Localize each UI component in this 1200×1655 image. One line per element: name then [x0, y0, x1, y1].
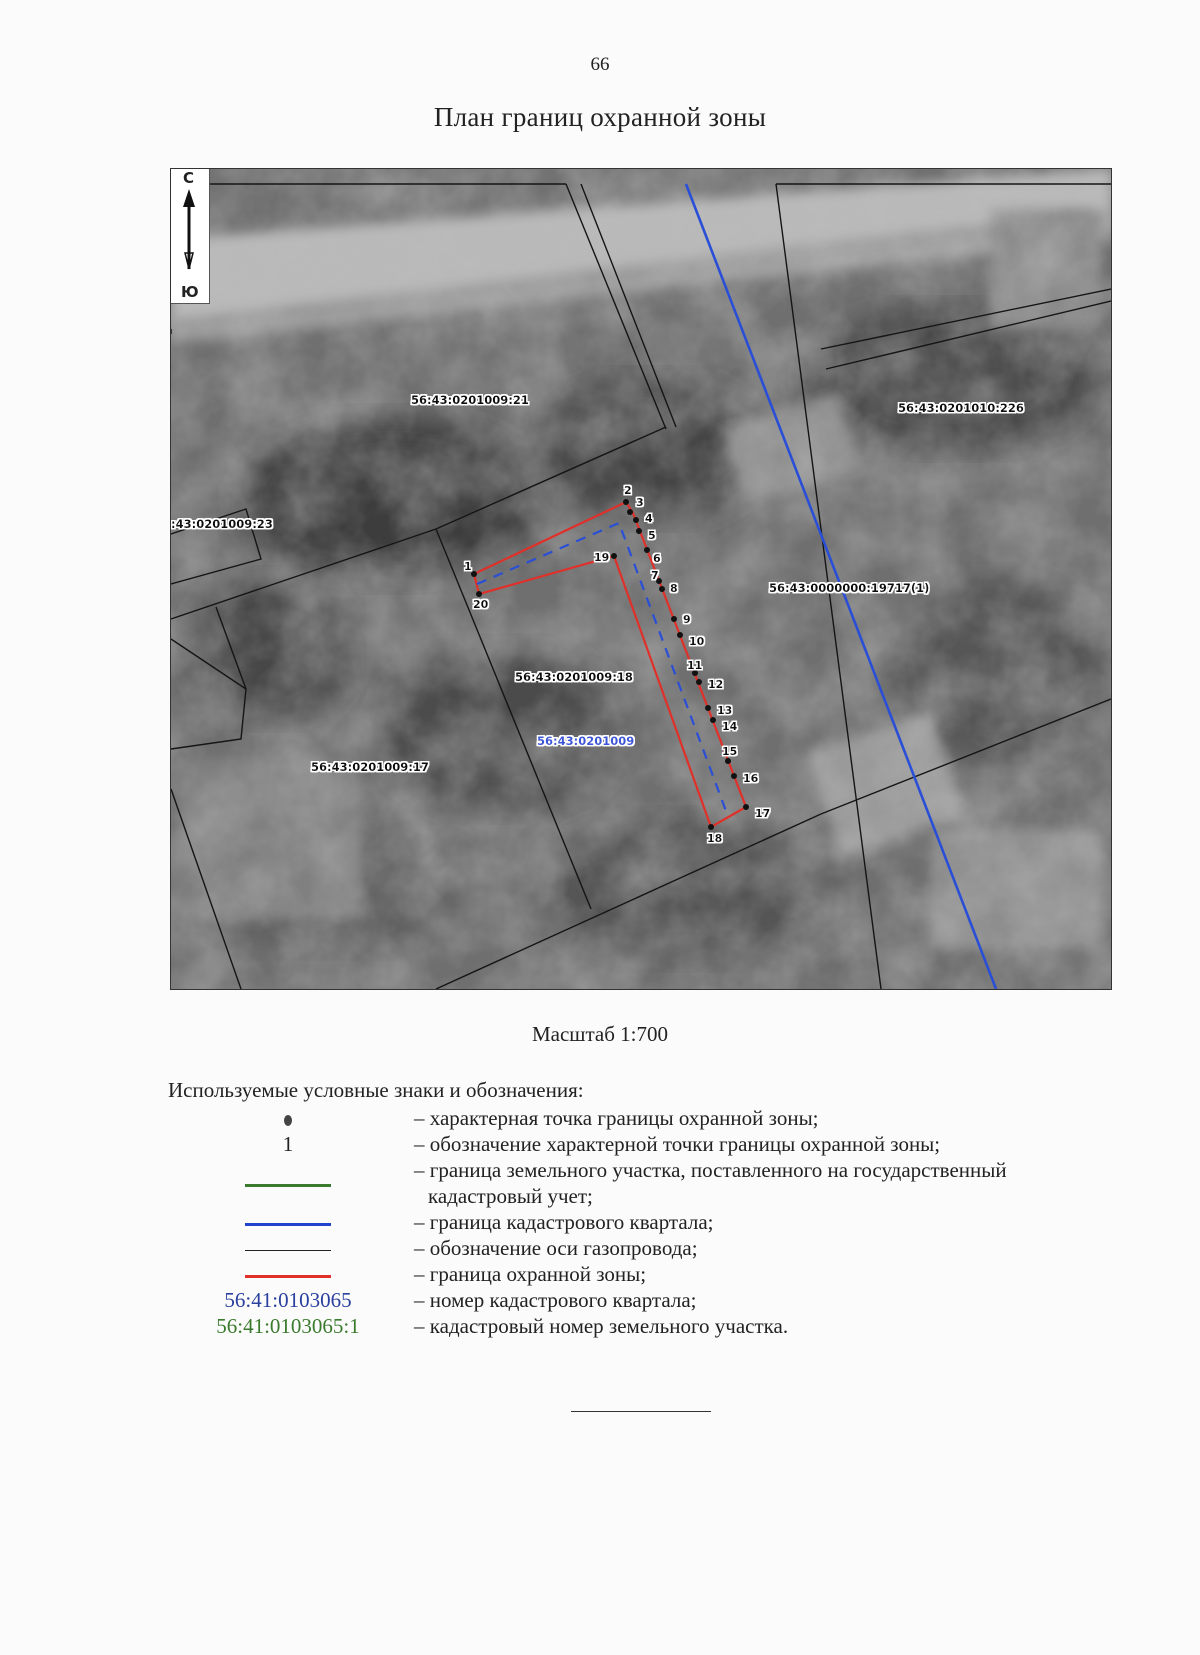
zone-point-4	[633, 517, 639, 523]
zone-point-8	[659, 586, 665, 592]
quarter-label: 56:43:0201009	[537, 734, 635, 748]
red-line-icon	[245, 1275, 331, 1278]
zone-point-label-15: 15	[722, 745, 738, 758]
zone-point-label-5: 5	[648, 529, 656, 542]
zone-point-3	[627, 509, 633, 515]
page-number: 66	[590, 54, 610, 75]
parcel-label-21: 56:43:0201009:21	[411, 393, 529, 407]
legend-item-quarter-boundary: – граница кадастрового квартала;	[168, 1210, 1128, 1236]
zone-point-label-14: 14	[722, 720, 738, 733]
zone-point-20	[476, 591, 482, 597]
zone-point-6	[644, 547, 650, 553]
parcel-label-17: 56:43:0201009:17	[311, 760, 429, 774]
zone-point-16	[731, 773, 737, 779]
end-rule	[571, 1411, 711, 1412]
zone-point-label-7: 7	[651, 569, 659, 582]
zone-point-label-11: 11	[687, 659, 703, 672]
aerial-photo	[171, 169, 1111, 989]
zone-point-label-20: 20	[473, 598, 489, 611]
compass	[171, 169, 210, 304]
compass-south-label: Ю	[181, 283, 199, 301]
zone-point-label-4: 4	[645, 512, 653, 525]
zone-point-5	[636, 528, 642, 534]
zone-point-label-1: 1	[464, 560, 472, 573]
zone-point-label-8: 8	[670, 582, 678, 595]
map-canvas	[171, 169, 1111, 989]
legend-item-point-number: 1 – обозначение характерной точки границы охранной зоны;	[282, 1132, 941, 1156]
legend-item-quarter-number: 56:41:0103065 – номер кадастрового квартала;	[224, 1288, 697, 1312]
map-frame	[170, 168, 1112, 990]
legend-item-zone-boundary: – граница охранной зоны;	[168, 1262, 1128, 1288]
parcel-label-18: 56:43:0201009:18	[515, 670, 633, 684]
zone-point-13	[705, 705, 711, 711]
legend-item-pipeline-axis: – обозначение оси газопровода;	[168, 1236, 1128, 1262]
zone-point-label-9: 9	[683, 613, 691, 626]
zone-point-label-17: 17	[755, 807, 771, 820]
green-line-icon	[245, 1184, 331, 1187]
zone-point-9	[671, 616, 677, 622]
parcel-label-23: :43:0201009:23	[171, 517, 273, 531]
zone-point-label-2: 2	[624, 484, 632, 497]
black-line-icon	[245, 1250, 331, 1251]
zone-point-10	[677, 632, 683, 638]
zone-point-14	[710, 717, 716, 723]
zone-point-label-3: 3	[636, 496, 644, 509]
blue-line-icon	[245, 1223, 331, 1226]
parcel-label-226: 56:43:0201010:226	[898, 401, 1024, 415]
zone-point-12	[696, 679, 702, 685]
zone-point-18	[708, 824, 714, 830]
zone-point-label-6: 6	[653, 552, 661, 565]
legend-item-point: – характерная точка границы охранной зоны;	[168, 1106, 1128, 1132]
point-dot-icon	[284, 1115, 292, 1126]
legend-title: Используемые условные знаки и обозначения:	[168, 1078, 584, 1102]
zone-point-17	[743, 804, 749, 810]
page-title: План границ охранной зоны	[433, 102, 767, 132]
zone-point-2	[623, 499, 629, 505]
zone-point-label-12: 12	[708, 678, 724, 691]
zone-point-label-10: 10	[689, 635, 705, 648]
compass-north-label: С	[183, 169, 195, 187]
map-scale: Масштаб 1:700	[531, 1022, 668, 1046]
zone-point-1	[471, 571, 477, 577]
zone-point-label-13: 13	[717, 704, 733, 717]
legend-item-parcel-boundary: – граница земельного участка, поставленного на государственный кадастровый учет;	[168, 1158, 1128, 1210]
zone-point-19	[611, 553, 617, 559]
parcel-label-19717: 56:43:0000000:19717(1)	[769, 581, 930, 595]
zone-point-label-18: 18	[707, 832, 723, 845]
zone-point-label-16: 16	[743, 772, 759, 785]
legend-item-parcel-number: 56:41:0103065:1 – кадастровый номер земельного участка.	[216, 1314, 789, 1338]
zone-point-label-19: 19	[594, 551, 610, 564]
zone-point-15	[725, 758, 731, 764]
